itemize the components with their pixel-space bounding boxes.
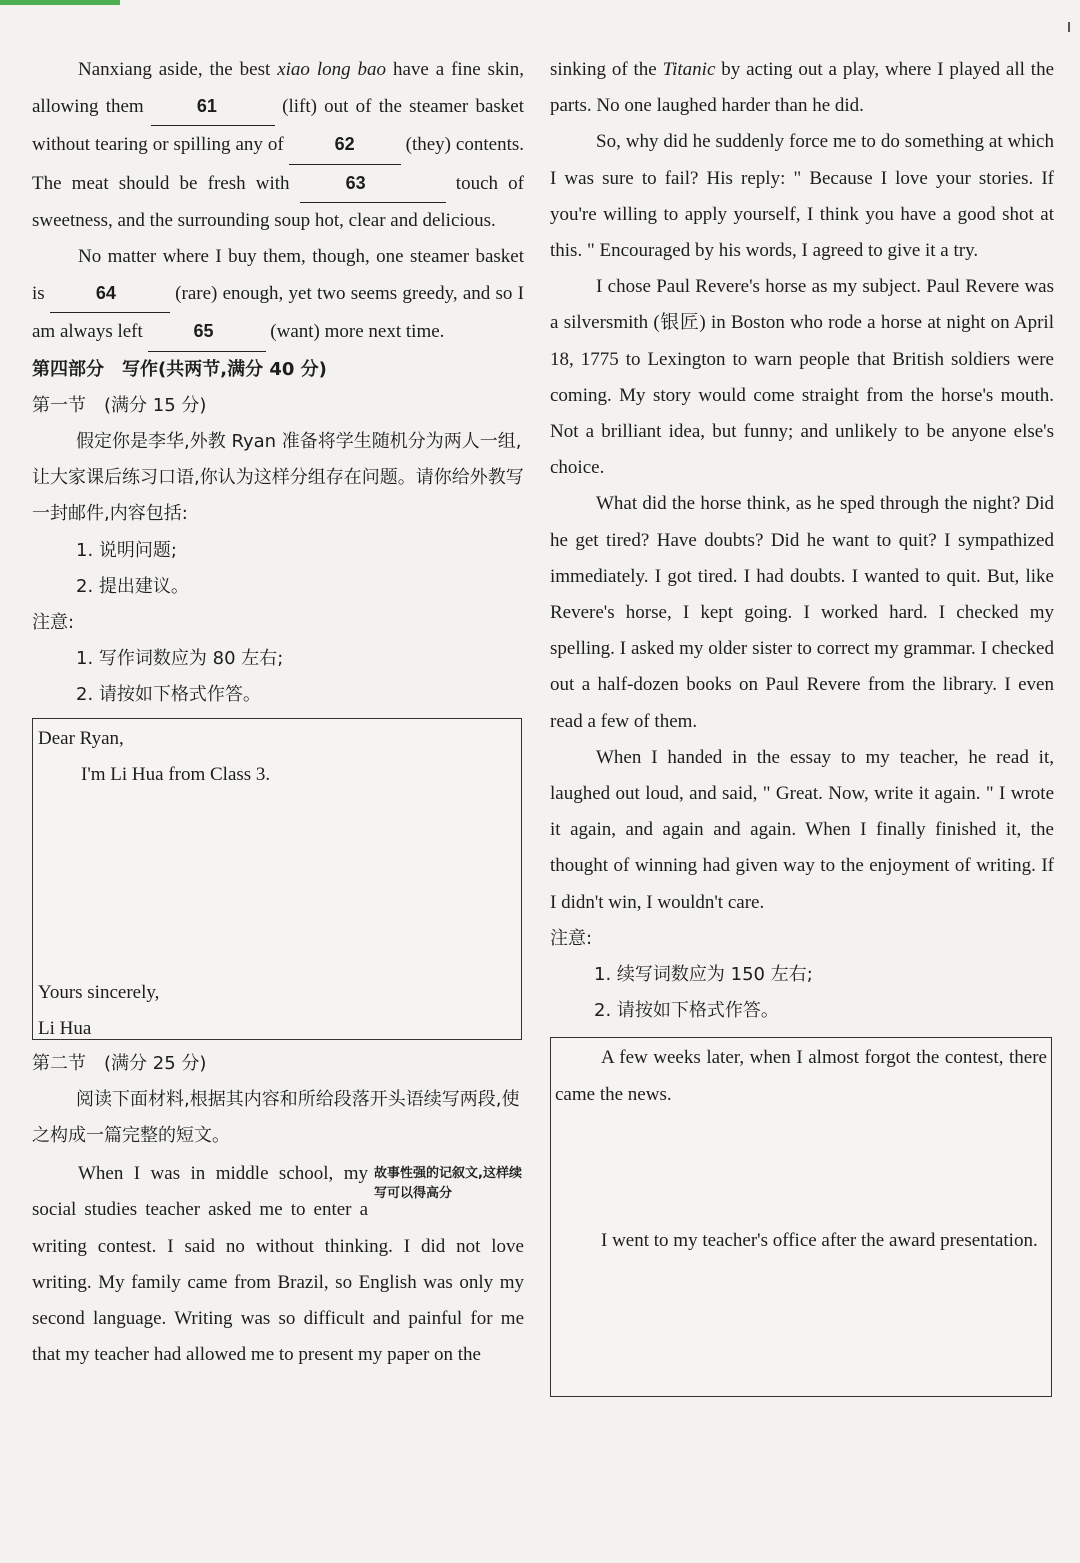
continuation-note-1: 1. 续写词数应为 150 左右; <box>594 964 813 986</box>
continuation-note-label: 注意: <box>550 927 593 949</box>
story-paragraph-handed-in: When I handed in the essay to my teacher, he read it, laughed out loud, and said, " Great. Now, write it again. " I wrote it again, and again and again. When I finally finished it, the thought of winning had given way to the enjoyment of writing. If I didn't win, I wouldn't care. <box>550 746 1054 913</box>
story-paragraph-horse-thoughts: What did the horse think, as he sped through the night? Did he get tired? Have doubts? Did he want to quit? I sympathized immediately. I got tired. I had doubts. I wanted to quit. But, like Revere's horse, I kept going. I worked hard. I checked my spelling. I asked my older sister to correct my grammar. I checked out a half-dozen books on Paul Revere from the library. I even read a few of them. <box>550 493 1054 732</box>
section1-note-2: 2. 请按如下格式作答。 <box>76 684 261 706</box>
section1-item-2: 2. 提出建议。 <box>76 575 189 597</box>
section2-heading: 第二节 (满分 25 分) <box>32 1052 207 1074</box>
paragraph-xiaolongbao-skin: Nanxiang aside, the best xiao long bao have a fine skin, allowing them 61 (lift) out of the steamer basket without tearing or spilling any of 62 (they) contents. The meat should be fresh with 63 touch of sweetness, and the surrounding soup hot, clear and delicious. <box>32 59 525 231</box>
letter-answer-box[interactable] <box>32 718 522 1040</box>
handwritten-annotation: 故事性强的记叙文,这样续写可以得高分 <box>374 1166 522 1202</box>
paragraph-steamer-basket: No matter where I buy them, though, one steamer basket is 64 (rare) enough, yet two seems greedy, and so I am always left 65 (want) more next time. <box>32 239 524 352</box>
blank-64[interactable]: 64 <box>50 275 170 313</box>
letter-signature: Li Hua <box>38 1017 92 1039</box>
continuation-start-2: I went to my teacher's office after the award presentation. <box>601 1229 1038 1251</box>
letter-closing: Yours sincerely, <box>38 981 160 1003</box>
top-edge-mark <box>0 0 120 5</box>
section2-prompt: 阅读下面材料,根据其内容和所给段落开头语续写两段,使之构成一篇完整的短文。 <box>32 1088 520 1147</box>
story-paragraph-paul-revere: I chose Paul Revere's horse as my subject. Paul Revere was a silversmith (银匠) in Boston who rode a horse at night on April 18, 1775 to Lexington to warn people that British soldiers were coming. My story would come straight from the horse's mouth. Not a brilliant idea, but funny; and unlikely to be anyone else's choice. <box>550 276 1054 479</box>
note-label: 注意: <box>32 612 75 634</box>
blank-63[interactable]: 63 <box>300 165 446 203</box>
right-column <box>550 52 1054 1397</box>
letter-opening: I'm Li Hua from Class 3. <box>81 763 271 785</box>
letter-greeting: Dear Ryan, <box>38 727 124 749</box>
section1-heading: 第一节 (满分 15 分) <box>32 394 207 416</box>
continuation-note-2: 2. 请按如下格式作答。 <box>594 1000 779 1022</box>
story-paragraph-titanic: sinking of the Titanic by acting out a play, where I played all the parts. No one laughed harder than he did. <box>550 59 1054 117</box>
section1-item-1: 1. 说明问题; <box>76 539 177 561</box>
story-paragraph-teacher-reply: So, why did he suddenly force me to do something at which I was sure to fail? His reply: " Because I love your stories. If you're willing to apply yourself, I think you have a good shot at this. " Encouraged by his words, I agreed to give it a try. <box>550 131 1054 262</box>
page-edge-mark <box>1068 22 1070 32</box>
section1-note-1: 1. 写作词数应为 80 左右; <box>76 648 284 670</box>
story-paragraph-1: 故事性强的记叙文,这样续写可以得高分 When I was in middle school, my social studies teacher asked me to enter a writing contest. I said no without thinking. I did not love writing. My family came from Brazil, so English was only my second language. Writing was so difficult and painful for me that my teacher had allowed me to present my paper on the <box>32 1163 524 1366</box>
left-column <box>32 52 524 1373</box>
section1-prompt: 假定你是李华,外教 Ryan 准备将学生随机分为两人一组,让大家课后练习口语,你认为这样分组存在问题。请你给外教写一封邮件,内容包括: <box>32 431 524 525</box>
part4-heading: 第四部分 写作(共两节,满分 40 分) <box>32 358 327 380</box>
blank-65[interactable]: 65 <box>148 313 266 351</box>
blank-61[interactable]: 61 <box>151 88 275 126</box>
continuation-answer-box[interactable] <box>550 1037 1052 1397</box>
blank-62[interactable]: 62 <box>289 126 401 164</box>
continuation-start-1: A few weeks later, when I almost forgot the contest, there came the news. <box>555 1047 1047 1105</box>
